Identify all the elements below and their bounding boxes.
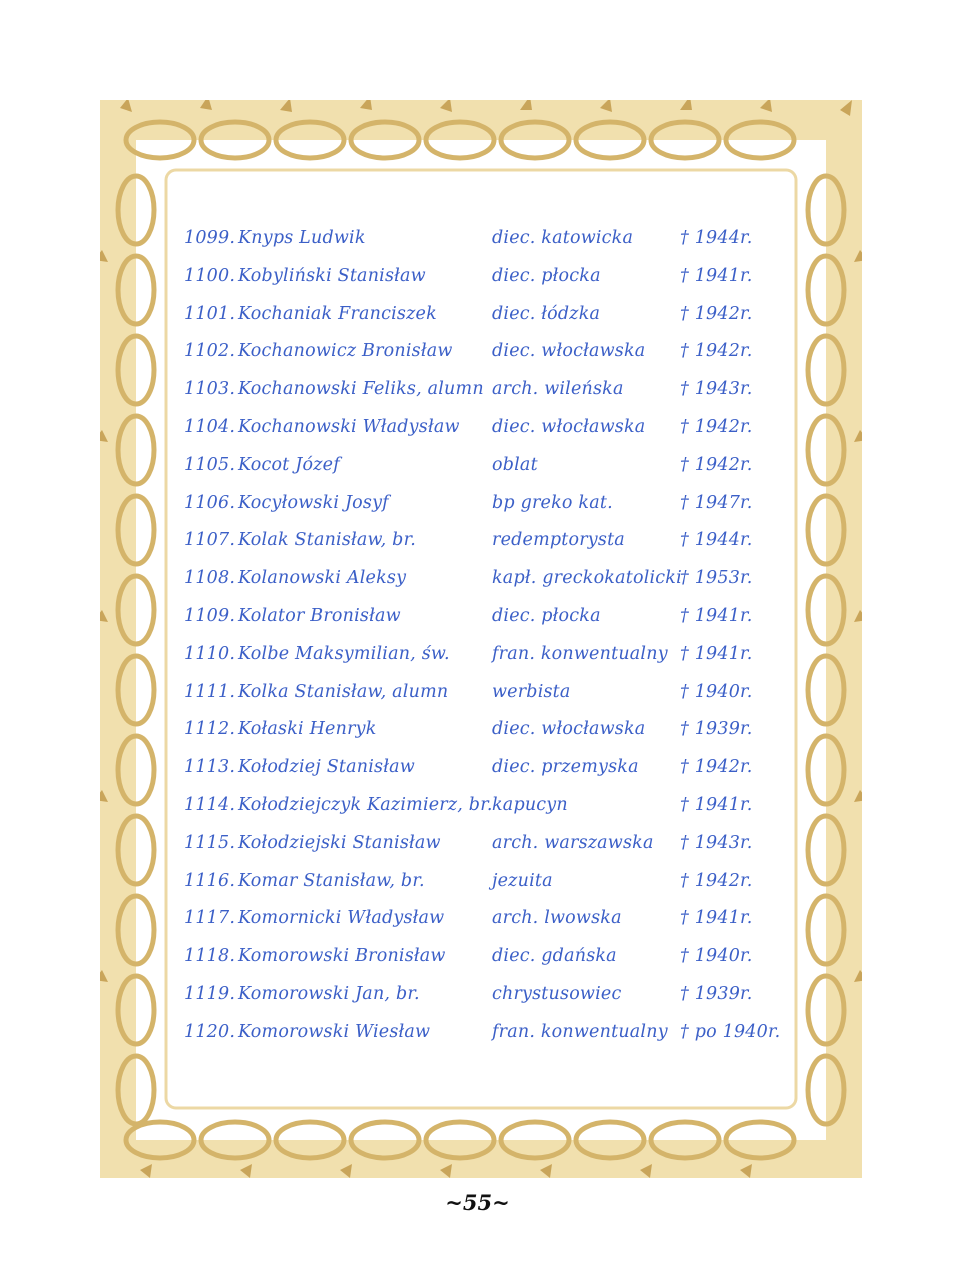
entry-number: 1108. [184,568,236,589]
list-item [180,487,780,525]
list-item [180,713,780,751]
entry-diocese: arch. wileńska [492,379,624,400]
entry-diocese: kapucyn [492,794,568,815]
entry-number: 1103. [184,379,236,400]
list-item [180,789,780,827]
entry-name: Komornicki Władysław [238,908,445,929]
entry-name: Kołodziejski Stanisław [238,832,441,853]
entry-name: Komar Stanisław, br. [238,870,425,891]
entry-name: Kochanowski Feliks, alumn [238,379,484,400]
entry-death: † 1942r. [680,341,753,362]
entry-diocese: bp greko kat. [492,492,613,513]
list-item [180,562,780,600]
entry-diocese: fran. konwentualny [492,643,668,664]
entry-diocese: diec. płocka [492,265,601,286]
entry-number: 1116. [184,870,236,891]
entry-diocese: oblat [492,454,538,475]
entry-diocese: chrystusowiec [492,983,622,1004]
entry-diocese: diec. katowicka [492,228,634,248]
list-item [180,411,780,449]
entry-number: 1106. [184,492,236,513]
entry-death: † 1944r. [680,530,753,551]
entry-diocese: diec. włocławska [492,341,646,362]
entry-number: 1104. [184,416,236,437]
entry-number: 1117. [184,908,236,929]
list-item [180,978,780,1016]
entry-number: 1109. [184,605,236,626]
list-item [180,298,780,336]
entry-death: † 1941r. [680,643,753,664]
entry-name: Knyps Ludwik [238,228,366,248]
entry-death: † 1942r. [680,757,753,778]
entry-name: Kolbe Maksymilian, św. [238,643,450,664]
entry-death: † 1947r. [680,492,753,513]
entry-number: 1099. [184,228,236,248]
entry-diocese: jezuita [492,870,553,891]
entry-death: † 1943r. [680,832,753,853]
entry-death: † 1941r. [680,794,753,815]
entry-death: † 1939r. [680,719,753,740]
list-item [180,751,780,789]
entry-death: † 1942r. [680,454,753,475]
entry-death: † 1940r. [680,946,753,967]
entry-number: 1110. [184,643,236,664]
entry-name: Komorowski Bronisław [238,946,446,967]
entry-death: † 1941r. [680,265,753,286]
page-number: ~55~ [445,1190,510,1215]
entry-number: 1107. [184,530,236,551]
entry-diocese: diec. gdańska [492,946,617,967]
entry-death: † 1953r. [680,568,753,589]
entry-diocese: kapł. greckokatolicki [492,568,682,589]
entry-diocese: arch. lwowska [492,908,622,929]
entry-number: 1113. [184,757,236,778]
entry-number: 1119. [184,983,236,1004]
entry-number: 1111. [184,681,236,702]
entry-diocese: fran. konwentualny [492,1021,668,1042]
entry-death: † 1941r. [680,908,753,929]
list-item [180,638,780,676]
entry-number: 1120. [184,1021,236,1042]
entry-name: Kołodziej Stanisław [238,757,415,778]
entry-name: Komorowski Wiesław [238,1021,431,1042]
entry-name: Kolak Stanisław, br. [238,530,416,551]
entry-death: † 1944r. [680,228,753,248]
entry-diocese: diec. łódzka [492,303,601,324]
entry-death: † 1942r. [680,303,753,324]
entry-death: † 1942r. [680,870,753,891]
list-item [180,827,780,865]
list-item [180,222,780,260]
entry-death: † po 1940r. [680,1021,781,1042]
entry-number: 1101. [184,303,236,324]
list-item [180,600,780,638]
list-item [180,902,780,940]
list-item [180,449,780,487]
entry-name: Kocot Józef [238,454,340,475]
entry-diocese: diec. przemyska [492,757,639,778]
list-item [180,865,780,903]
entry-diocese: diec. płocka [492,605,601,626]
entry-number: 1102. [184,341,236,362]
entry-number: 1112. [184,719,236,740]
list-item [180,335,780,373]
entry-name: Kolator Bronisław [238,605,401,626]
list-item [180,940,780,978]
list-item [180,524,780,562]
entry-death: † 1941r. [680,605,753,626]
entry-name: Komorowski Jan, br. [238,983,420,1004]
entry-diocese: werbista [492,681,571,702]
entry-number: 1118. [184,946,236,967]
entry-name: Kołodziejczyk Kazimierz, br. [238,794,493,815]
entry-diocese: diec. włocławska [492,719,646,740]
entry-name: Kolka Stanisław, alumn [238,681,449,702]
names-list [180,222,780,1054]
entry-diocese: diec. włocławska [492,416,646,437]
list-item [180,260,780,298]
entry-name: Kołaski Henryk [238,719,377,740]
entry-number: 1105. [184,454,236,475]
list-item [180,373,780,411]
entry-name: Kochaniak Franciszek [238,303,437,324]
entry-name: Kolanowski Aleksy [238,568,407,589]
list-item [180,676,780,714]
entry-name: Kobyliński Stanisław [238,265,426,286]
list-item [180,1016,780,1054]
entry-number: 1100. [184,265,236,286]
entry-diocese: arch. warszawska [492,832,654,853]
entry-death: † 1943r. [680,379,753,400]
entry-death: † 1940r. [680,681,753,702]
entry-name: Kochanowicz Bronisław [238,341,453,362]
entry-name: Kocyłowski Josyf [238,492,389,513]
entry-name: Kochanowski Władysław [238,416,460,437]
entry-number: 1115. [184,832,236,853]
entry-death: † 1942r. [680,416,753,437]
entry-death: † 1939r. [680,983,753,1004]
entry-number: 1114. [184,794,236,815]
entry-diocese: redemptorysta [492,530,625,551]
